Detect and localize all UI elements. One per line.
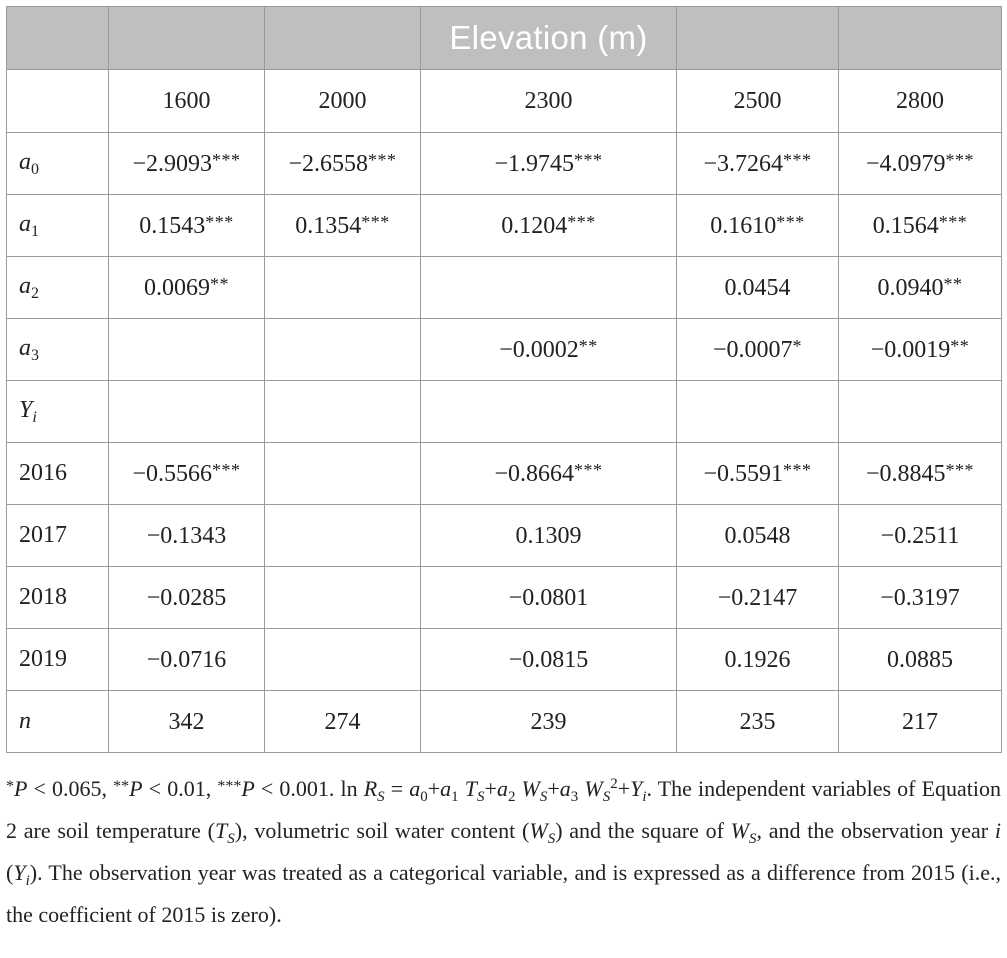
row-label xyxy=(7,133,109,195)
equation-symbol: W xyxy=(529,818,548,843)
coefficient-symbol: a xyxy=(19,272,31,299)
coefficient-subscript: 0 xyxy=(31,160,39,178)
coefficient-cell xyxy=(109,443,265,505)
coefficient-cell xyxy=(109,505,265,567)
equation-symbol: T xyxy=(464,776,478,801)
coefficient-value: −0.0019 xyxy=(870,336,951,363)
equation-symbol: a xyxy=(409,776,421,801)
significance-stars: *** xyxy=(945,149,975,170)
equation-subscript: S xyxy=(602,789,611,805)
coefficient-cell xyxy=(839,257,1002,319)
footnote-text: < 0.01, xyxy=(142,776,218,801)
equation-subscript: 2 xyxy=(507,789,516,805)
equation-operator: = xyxy=(384,776,410,801)
coefficient-cell xyxy=(265,133,421,195)
coefficient-value: 239 xyxy=(530,708,567,735)
coefficient-value: 0.1354 xyxy=(295,212,362,239)
coefficient-value: −0.8664 xyxy=(494,460,575,487)
coefficient-cell xyxy=(839,567,1002,629)
coefficient-value: 0.0940 xyxy=(877,274,944,301)
significance-stars: *** xyxy=(574,459,603,480)
significance-stars: ** xyxy=(210,273,229,294)
table-row xyxy=(7,133,1002,195)
coefficient-cell xyxy=(677,257,839,319)
equation-subscript: S xyxy=(539,789,548,805)
table-row xyxy=(7,319,1002,381)
row-label-text: n xyxy=(19,708,31,734)
row-label xyxy=(7,505,109,567)
table-row xyxy=(7,257,1002,319)
coefficient-value: 0.1204 xyxy=(501,212,568,239)
equation-symbol: Y xyxy=(630,776,643,801)
row-label xyxy=(7,691,109,753)
coefficient-value: 0.0548 xyxy=(724,522,791,549)
equation-subscript: i xyxy=(25,873,30,889)
footnote-text: ) and the square of xyxy=(555,818,731,843)
significance-stars: ** xyxy=(113,778,130,795)
equation-subscript: S xyxy=(227,831,235,847)
table-row xyxy=(7,505,1002,567)
header-blank-cell xyxy=(265,7,421,70)
p-variable: P xyxy=(14,776,28,801)
row-label xyxy=(7,567,109,629)
equation-subscript: 3 xyxy=(570,789,579,805)
coefficient-subscript: i xyxy=(32,408,37,426)
coefficient-cell xyxy=(839,443,1002,505)
equation-subscript: S xyxy=(477,789,485,805)
coefficient-subscript: 3 xyxy=(31,346,39,364)
footnote-text: ( xyxy=(6,860,14,885)
coefficient-value: −3.7264 xyxy=(703,150,784,177)
footnote-text: < 0.001. xyxy=(254,776,341,801)
coefficient-cell xyxy=(677,505,839,567)
significance-stars: *** xyxy=(368,149,397,170)
coefficient-value: −0.2147 xyxy=(717,584,798,611)
coefficient-cell xyxy=(677,319,839,381)
table-row xyxy=(7,195,1002,257)
coefficient-cell xyxy=(421,381,677,443)
coefficient-cell xyxy=(265,691,421,753)
significance-stars: *** xyxy=(945,459,975,480)
table-row xyxy=(7,691,1002,753)
coefficient-cell xyxy=(109,319,265,381)
coefficient-value: −0.5566 xyxy=(132,460,213,487)
coefficient-cell xyxy=(265,257,421,319)
equation-symbol: R xyxy=(363,776,378,801)
coefficient-value: −0.3197 xyxy=(880,584,960,611)
row-label xyxy=(7,195,109,257)
coefficient-value: −1.9745 xyxy=(494,150,575,177)
coefficient-cell xyxy=(421,567,677,629)
coefficient-value: −0.0285 xyxy=(146,584,227,611)
header-blank-cell xyxy=(7,7,109,70)
coefficient-value: 0.1543 xyxy=(139,212,206,239)
coefficient-symbol: a xyxy=(19,334,31,361)
equation-operator: + xyxy=(547,776,560,801)
coefficient-cell xyxy=(677,629,839,691)
significance-stars: *** xyxy=(574,149,603,170)
coefficient-value: 0.0069 xyxy=(144,274,210,301)
elevation-header-row xyxy=(7,70,1002,133)
elevation-header-cell: 1600 xyxy=(109,70,265,133)
coefficient-cell xyxy=(421,319,677,381)
header-banner-row xyxy=(7,7,1002,70)
coefficient-table xyxy=(6,6,1002,753)
row-label-text: 2017 xyxy=(19,522,67,548)
significance-stars: *** xyxy=(212,149,241,170)
footnote-text: < 0.065, xyxy=(27,776,114,801)
row-label xyxy=(7,381,109,443)
significance-stars: * xyxy=(6,778,14,795)
row-label-text: 2016 xyxy=(19,460,67,486)
coefficient-table-container xyxy=(6,6,1001,753)
equation-operator: + xyxy=(484,776,497,801)
coefficient-cell xyxy=(839,505,1002,567)
coefficient-value: 217 xyxy=(902,708,938,735)
row-label xyxy=(7,443,109,505)
row-label xyxy=(7,257,109,319)
header-blank-cell xyxy=(677,7,839,70)
coefficient-value: −0.0801 xyxy=(508,584,589,611)
equation-subscript: S xyxy=(547,831,556,847)
footnote-text: . xyxy=(646,776,653,801)
coefficient-cell xyxy=(839,691,1002,753)
coefficient-cell xyxy=(839,133,1002,195)
coefficient-cell xyxy=(839,629,1002,691)
coefficient-value: 0.0454 xyxy=(724,274,791,301)
coefficient-cell xyxy=(677,691,839,753)
equation-symbol: a xyxy=(496,776,508,801)
coefficient-value: 0.1309 xyxy=(515,522,582,549)
significance-stars: *** xyxy=(567,211,596,232)
equation-operator: + xyxy=(427,776,441,801)
coefficient-cell xyxy=(265,505,421,567)
coefficient-value: −0.0002 xyxy=(499,336,579,363)
coefficient-cell xyxy=(421,443,677,505)
coefficient-value: −0.2511 xyxy=(880,522,960,549)
coefficient-cell xyxy=(109,567,265,629)
footnote-text: ), volumetric soil water content ( xyxy=(234,818,530,843)
equation-subscript: 1 xyxy=(451,789,459,805)
header-blank-cell xyxy=(839,7,1002,70)
coefficient-value: 274 xyxy=(324,708,361,735)
table-body xyxy=(7,133,1002,753)
coefficient-cell xyxy=(109,629,265,691)
table-row xyxy=(7,381,1002,443)
row-label xyxy=(7,629,109,691)
equation-subscript: 0 xyxy=(420,789,428,805)
coefficient-value: 235 xyxy=(739,708,776,735)
coefficient-cell xyxy=(265,319,421,381)
coefficient-symbol: Y xyxy=(19,396,33,423)
coefficient-cell xyxy=(109,257,265,319)
table-header-title: Elevation (m) xyxy=(421,7,677,70)
table-row xyxy=(7,629,1002,691)
footnote-text: The independent variables of Equation 2 are soil temperature ( xyxy=(6,776,1001,843)
coefficient-symbol: a xyxy=(19,210,31,237)
significance-stars: ** xyxy=(943,273,963,294)
coefficient-cell xyxy=(421,505,677,567)
row-label-text: 2019 xyxy=(19,646,67,672)
coefficient-value: −2.6558 xyxy=(288,150,369,177)
equation-symbol: i xyxy=(994,818,1002,843)
equation-superscript: 2 xyxy=(610,776,618,792)
row-label-text: 2018 xyxy=(19,584,67,610)
coefficient-cell xyxy=(109,691,265,753)
significance-stars: *** xyxy=(776,211,805,232)
equation-subscript: i xyxy=(642,789,647,805)
coefficient-cell xyxy=(677,381,839,443)
equation-subscript: S xyxy=(377,789,385,805)
significance-stars: *** xyxy=(783,149,812,170)
p-variable: P xyxy=(241,776,255,801)
coefficient-cell xyxy=(677,195,839,257)
footnote-text: ). The observation year was treated as a categorical variable, and is expressed as a difference from 2015 (i.e., the coefficient of 2015 is zero). xyxy=(6,860,1001,927)
table-row xyxy=(7,443,1002,505)
coefficient-value: −0.0815 xyxy=(508,646,589,673)
coefficient-cell xyxy=(421,195,677,257)
coefficient-value: −2.9093 xyxy=(132,150,213,177)
coefficient-symbol: a xyxy=(19,148,31,175)
equation-ln: ln xyxy=(340,776,364,801)
significance-stars: ** xyxy=(578,335,598,356)
equation-symbol: Y xyxy=(13,860,26,885)
coefficient-value: 0.1610 xyxy=(710,212,777,239)
significance-stars: *** xyxy=(212,459,241,480)
significance-stars: *** xyxy=(938,211,968,232)
coefficient-subscript: 1 xyxy=(31,222,39,240)
coefficient-cell xyxy=(421,257,677,319)
coefficient-cell xyxy=(677,567,839,629)
table-row xyxy=(7,567,1002,629)
coefficient-cell xyxy=(265,443,421,505)
coefficient-value: −0.1343 xyxy=(146,522,227,549)
significance-stars: *** xyxy=(217,778,242,795)
coefficient-subscript: 2 xyxy=(31,284,39,302)
equation-operator: + xyxy=(617,776,631,801)
coefficient-cell xyxy=(421,691,677,753)
coefficient-value: −0.0007 xyxy=(712,336,793,363)
significance-stars: *** xyxy=(783,459,812,480)
coefficient-cell xyxy=(839,319,1002,381)
coefficient-value: 342 xyxy=(168,708,205,735)
significance-stars: *** xyxy=(205,211,234,232)
coefficient-cell xyxy=(839,381,1002,443)
coefficient-cell xyxy=(109,381,265,443)
coefficient-cell xyxy=(265,629,421,691)
elevation-header-cell: 2500 xyxy=(677,70,839,133)
significance-stars: ** xyxy=(950,335,970,356)
coefficient-value: 0.1926 xyxy=(724,646,791,673)
equation-symbol: a xyxy=(440,776,452,801)
elevation-header-cell: 2800 xyxy=(839,70,1002,133)
coefficient-cell xyxy=(265,381,421,443)
elevation-corner-cell xyxy=(7,70,109,133)
coefficient-cell xyxy=(677,133,839,195)
coefficient-cell xyxy=(265,567,421,629)
table-footnote xyxy=(6,768,1001,931)
coefficient-cell xyxy=(421,133,677,195)
coefficient-value: −0.5591 xyxy=(703,460,784,487)
footnote-paragraph xyxy=(6,768,1001,931)
coefficient-cell xyxy=(677,443,839,505)
equation-symbol: W xyxy=(730,818,749,843)
equation-subscript: S xyxy=(749,831,757,847)
p-variable: P xyxy=(129,776,143,801)
coefficient-value: 0.0885 xyxy=(887,646,953,673)
header-blank-cell xyxy=(109,7,265,70)
coefficient-cell xyxy=(265,195,421,257)
coefficient-value: −4.0979 xyxy=(865,150,946,177)
elevation-header-cell: 2300 xyxy=(421,70,677,133)
equation-symbol: W xyxy=(521,776,540,801)
significance-stars: * xyxy=(792,335,803,356)
equation-symbol: a xyxy=(559,776,571,801)
significance-stars: *** xyxy=(361,211,390,232)
coefficient-value: −0.0716 xyxy=(146,646,227,673)
coefficient-cell xyxy=(421,629,677,691)
coefficient-cell xyxy=(109,133,265,195)
coefficient-value: −0.8845 xyxy=(865,460,946,487)
equation-symbol: T xyxy=(215,818,228,843)
coefficient-cell xyxy=(109,195,265,257)
equation-symbol: W xyxy=(584,776,603,801)
footnote-text: , and the observation year xyxy=(756,818,995,843)
elevation-header-cell: 2000 xyxy=(265,70,421,133)
coefficient-value: 0.1564 xyxy=(872,212,939,239)
row-label xyxy=(7,319,109,381)
coefficient-cell xyxy=(839,195,1002,257)
